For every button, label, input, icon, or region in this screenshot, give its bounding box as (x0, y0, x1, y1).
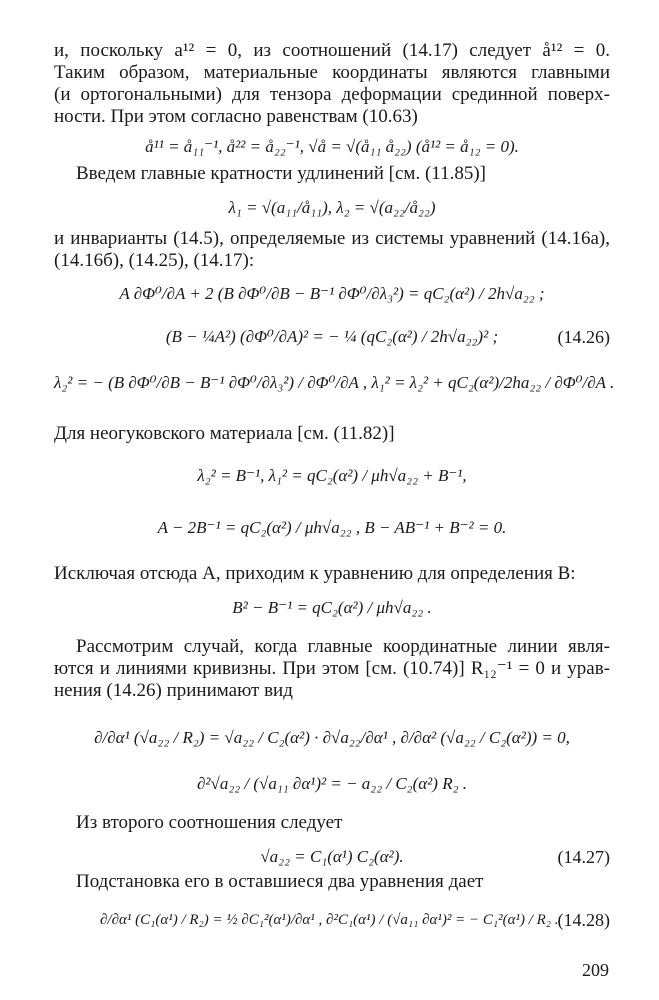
text-line: ются и линиями кривизны. При этом [см. (10.74)] R₁₂⁻¹ = 0 и урав- (54, 658, 610, 679)
text-line: (и ортогональными) для тензора деформации срединной поверх- (54, 84, 610, 105)
text-line: Из второго соотношения следует (76, 812, 343, 833)
equation-stretch-ratios: λ₁ = √(a₁₁/å₁₁), λ₂ = √(a₂₂/å₂₂) (228, 198, 436, 217)
text-line: нения (14.26) принимают вид (54, 680, 293, 701)
text-line: Таким образом, материальные координаты являются главными (54, 62, 610, 83)
text-line: Рассмотрим случай, когда главные координатные линии явля- (76, 636, 610, 657)
equation-curvature-lines-1: ∂/∂α¹ (√a₂₂ / R₂) = √a₂₂ / C₂(α²) · ∂√a₂₂/∂α¹ , ∂/∂α² (√a₂₂ / C₂(α²)) = 0, (94, 728, 570, 747)
equation-substitution: ∂/∂α¹ (C₁(α¹) / R₂) = ½ ∂C₁²(α¹)/∂α¹ , ∂²C₁(α¹) / (√a₁₁ ∂α¹)² = − C₁²(α¹) / R₂ . (100, 912, 559, 928)
text-line: Подстановка его в оставшиеся два уравнения дает (76, 871, 484, 892)
equation-curvature-lines-2: ∂²√a₂₂ / (√a₁₁ ∂α¹)² = − a₂₂ / C₂(α²) R₂ . (197, 774, 467, 793)
equation-system-line-3: λ₂² = − (B ∂Φ⁰/∂B − B⁻¹ ∂Φ⁰/∂λ₃²) / ∂Φ⁰/∂A , λ₁² = λ₂² + qC₂(α²)/2ha₂₂ / ∂Φ⁰/∂A . (54, 373, 615, 392)
equation-sqrt-a22: √a₂₂ = C₁(α¹) C₂(α²). (260, 847, 404, 866)
equation-metric-components: å¹¹ = å₁₁⁻¹, å²² = å₂₂⁻¹, √å = √(å₁₁ å₂₂) (å¹² = å₁₂ = 0). (145, 137, 519, 156)
text-line: (14.16б), (14.25), (14.17): (54, 250, 255, 271)
equation-number: (14.26) (557, 327, 610, 347)
equation-system-line-2: (B − ¼A²) (∂Φ⁰/∂A)² = − ¼ (qC₂(α²) / 2h√a₂₂)² ; (165, 327, 499, 346)
equation-number: (14.27) (557, 847, 610, 867)
equation-system-line-1: A ∂Φ⁰/∂A + 2 (B ∂Φ⁰/∂B − B⁻¹ ∂Φ⁰/∂λ₃²) = qC₂(α²) / 2h√a₂₂ ; (119, 284, 545, 303)
text-line: Исключая отсюда A, приходим к уравнению для определения B: (54, 563, 576, 584)
page-number: 209 (582, 960, 609, 980)
equation-neohookean-2: A − 2B⁻¹ = qC₂(α²) / μh√a₂₂ , B − AB⁻¹ + B⁻² = 0. (157, 518, 507, 537)
equation-for-b: B² − B⁻¹ = qC₂(α²) / μh√a₂₂ . (232, 598, 432, 617)
text-line: и инварианты (14.5), определяемые из системы уравнений (14.16a), (54, 228, 610, 249)
equation-neohookean-1: λ₂² = B⁻¹, λ₁² = qC₂(α²) / μh√a₂₂ + B⁻¹, (197, 466, 467, 485)
equation-number: (14.28) (557, 910, 610, 930)
text-line: Введем главные кратности удлинений [см. (11.85)] (76, 163, 486, 184)
text-line: и, поскольку a¹² = 0, из соотношений (14.17) следует å¹² = 0. (54, 40, 610, 61)
text-line: Для неогуковского материала [см. (11.82)] (54, 423, 395, 444)
text-line: ности. При этом согласно равенствам (10.63) (54, 106, 418, 127)
